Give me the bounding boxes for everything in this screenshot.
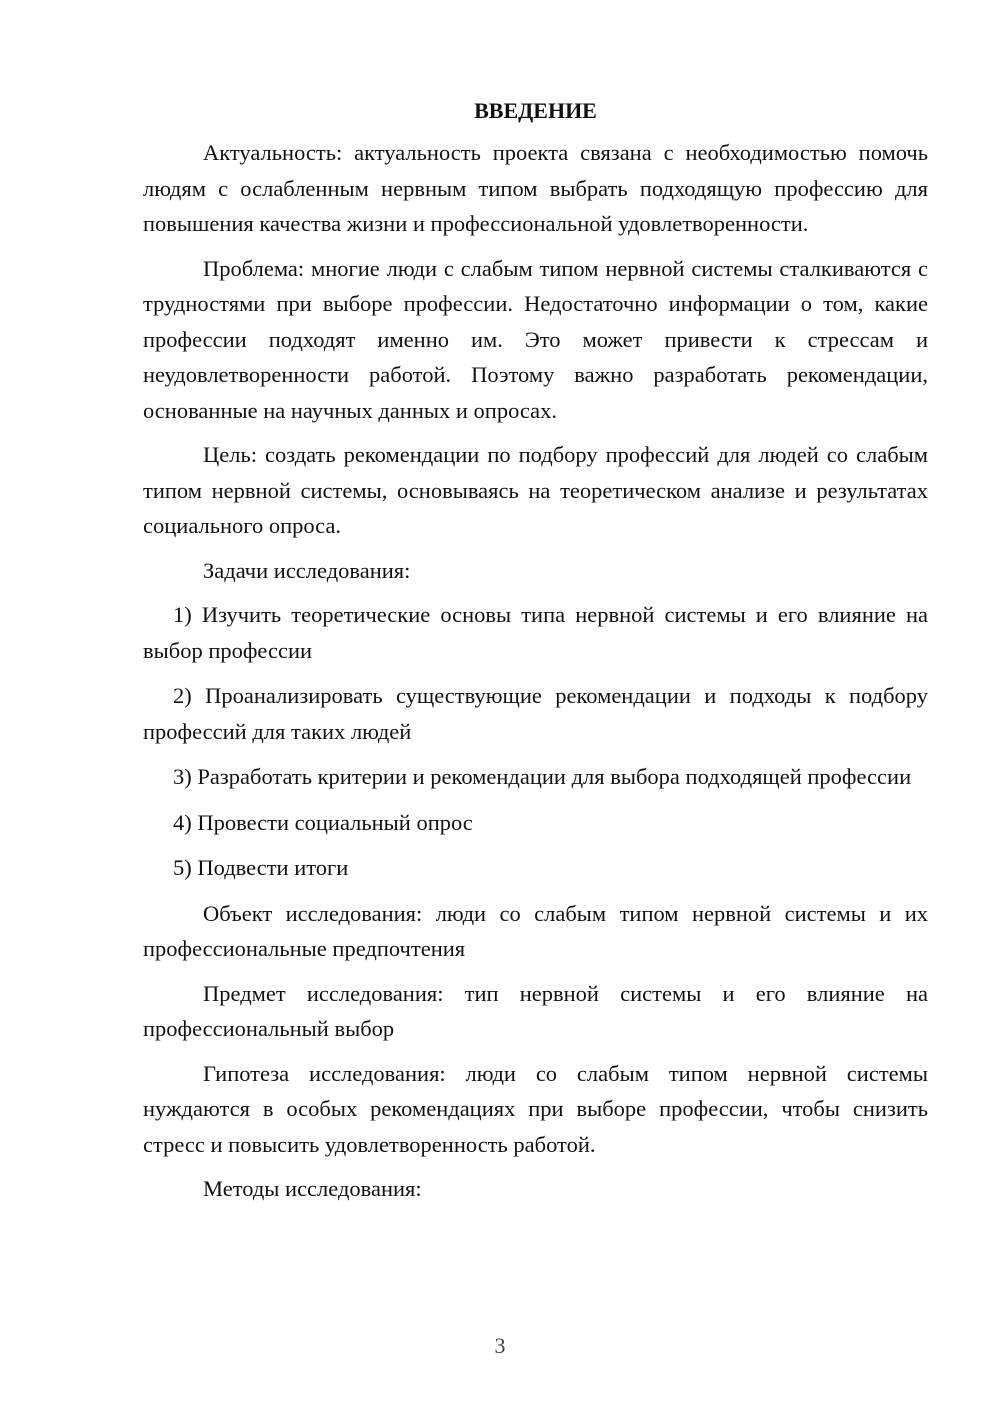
paragraph-object: Объект исследования: люди со слабым типом нервной системы и их профессиональные предпочтения [143, 900, 928, 961]
list-item: 2) Проанализировать существующие рекомендации и подходы к подбору профессий для таких людей [143, 683, 928, 744]
paragraph-hypothesis: Гипотеза исследования: люди со слабым типом нервной системы нуждаются в особых рекомендациях при выборе профессии, чтобы снизить стресс и повысить удовлетворенность работой. [143, 1060, 928, 1157]
tasks-heading: Задачи исследования: [203, 557, 411, 583]
list-item: 4) Провести социальный опрос [173, 809, 473, 835]
page-title: ВВЕДЕНИЕ [474, 98, 597, 123]
list-item: 1) Изучить теоретические основы типа нервной системы и его влияние на выбор профессии [143, 602, 928, 663]
page-content [143, 95, 928, 1216]
list-item: 3) Разработать критерии и рекомендации для выбора подходящей профессии [173, 764, 912, 789]
paragraph-relevance: Актуальность: актуальность проекта связана с необходимостью помочь людям с ослабленным нервным типом выбрать подходящую профессию для повышения качества жизни и профессиональной удовлетворенности. [143, 140, 928, 236]
list-item: 5) Подвести итоги [173, 855, 349, 880]
paragraph-goal: Цель: создать рекомендации по подбору профессий для людей со слабым типом нервной системы, основываясь на теоретическом анализе и результатах социального опроса. [143, 442, 928, 538]
paragraph-subject: Предмет исследования: тип нервной системы и его влияние на профессиональный выбор [143, 980, 928, 1041]
page-number: 3 [494, 1333, 506, 1358]
methods-heading: Методы исследования: [203, 1176, 422, 1201]
paragraph-problem: Проблема: многие люди с слабым типом нервной системы сталкиваются с трудностями при выборе профессии. Недостаточно информации о том, какие профессии подходят именно им. Это может привести к стрессам и неудовлетворенности работой. Поэтому важно разработать рекомендации, основанные на научных данных и опросах. [143, 255, 928, 423]
tasks-list [143, 597, 928, 886]
